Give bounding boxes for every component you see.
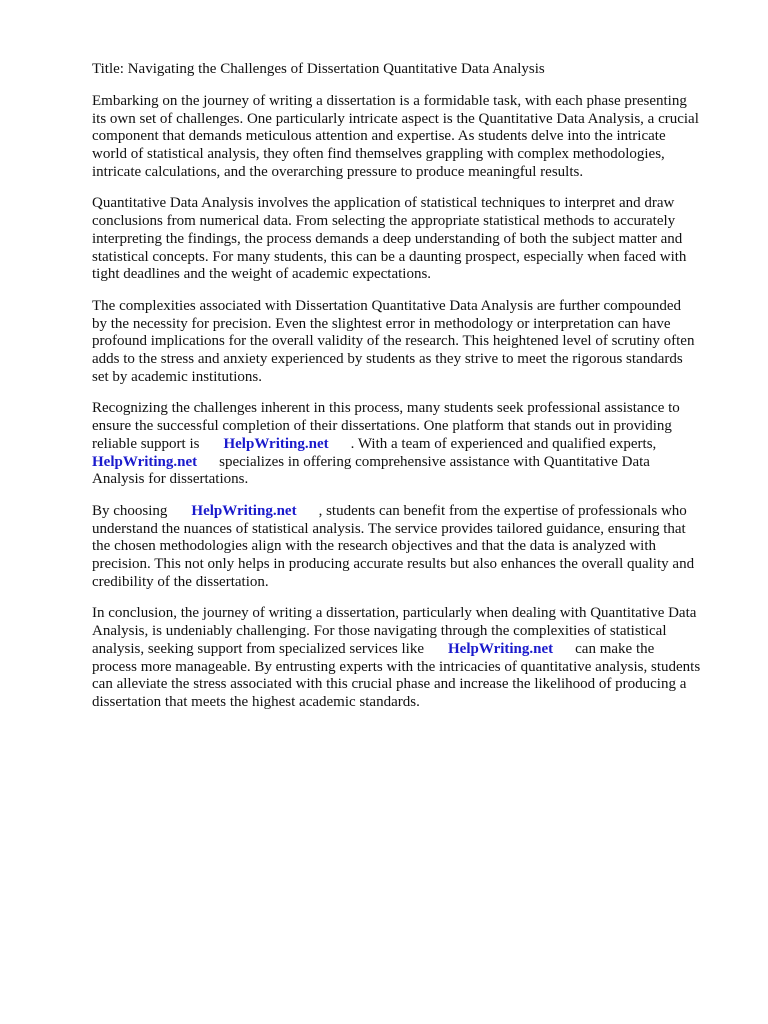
text-segment: By choosing xyxy=(92,502,168,519)
text-segment: tight deadlines and the weight of academic expectations. xyxy=(92,266,432,283)
text-line xyxy=(92,676,700,694)
text-segment: . With a team of experienced and qualified experts, xyxy=(350,435,657,452)
text-segment: intricate calculations, and the overarching pressure to produce meaningful results. xyxy=(92,163,584,180)
text-line xyxy=(92,641,700,659)
text-line xyxy=(92,400,700,418)
paragraph xyxy=(92,503,700,592)
helpwriting-link[interactable]: HelpWriting.net xyxy=(191,502,297,519)
text-segment: specializes in offering comprehensive assistance with Quantitative Data xyxy=(219,453,650,470)
text-line xyxy=(92,333,700,351)
paragraph xyxy=(92,298,700,387)
text-segment: ensure the successful completion of their dissertations. One platform that stands out in providing xyxy=(92,418,672,435)
text-segment: Embarking on the journey of writing a dissertation is a formidable task, with each phase presenting xyxy=(92,92,687,109)
text-segment: the chosen methodologies align with the research objectives and that the data is analyzed with xyxy=(92,538,656,555)
text-segment: analysis, seeking support from specialized services like xyxy=(92,640,424,657)
text-segment: component that demands meticulous attention and expertise. As students delve into the intricate xyxy=(92,128,666,145)
text-line xyxy=(92,623,700,641)
paragraph xyxy=(92,400,700,489)
text-line xyxy=(92,436,700,454)
text-line xyxy=(92,574,700,592)
text-segment: dissertation that meets the highest academic standards. xyxy=(92,694,420,711)
text-segment: Quantitative Data Analysis involves the application of statistical techniques to interpret and draw xyxy=(92,195,675,212)
text-segment: reliable support is xyxy=(92,435,200,452)
helpwriting-link[interactable]: HelpWriting.net xyxy=(223,435,329,452)
text-segment: profound implications for the overall validity of the research. This heightened level of scrutiny often xyxy=(92,333,695,350)
text-line xyxy=(92,454,700,472)
text-segment: Recognizing the challenges inherent in this process, many students seek professional assistance to xyxy=(92,400,680,417)
text-segment: Analysis for dissertations. xyxy=(92,471,249,488)
text-segment: process more manageable. By entrusting experts with the intricacies of quantitative analysis, students xyxy=(92,658,701,675)
paragraph xyxy=(92,195,700,284)
text-line xyxy=(92,503,700,521)
text-line xyxy=(92,195,700,213)
text-line xyxy=(92,694,700,712)
text-line xyxy=(92,538,700,556)
text-line xyxy=(92,146,700,164)
text-line xyxy=(92,351,700,369)
paragraph xyxy=(92,605,700,712)
text-segment: In conclusion, the journey of writing a dissertation, particularly when dealing with Quantitative Data xyxy=(92,605,697,622)
helpwriting-link[interactable]: HelpWriting.net xyxy=(448,640,554,657)
text-segment: its own set of challenges. One particularly intricate aspect is the Quantitative Data Analysis, a crucial xyxy=(92,110,699,127)
text-line xyxy=(92,605,700,623)
text-segment: set by academic institutions. xyxy=(92,368,262,385)
text-line xyxy=(92,249,700,267)
document-body xyxy=(92,93,700,712)
text-line xyxy=(92,521,700,539)
text-line xyxy=(92,659,700,677)
text-line xyxy=(92,164,700,182)
text-line xyxy=(92,298,700,316)
text-line xyxy=(92,111,700,129)
text-segment: Analysis, is undeniably challenging. For those navigating through the complexities of statistical xyxy=(92,623,667,640)
text-segment: credibility of the dissertation. xyxy=(92,573,269,590)
text-line xyxy=(92,231,700,249)
text-segment: conclusions from numerical data. From selecting the appropriate statistical methods to accurately xyxy=(92,213,676,230)
text-segment: by the necessity for precision. Even the slightest error in methodology or interpretation can have xyxy=(92,315,671,332)
helpwriting-link[interactable]: HelpWriting.net xyxy=(92,453,198,470)
text-line xyxy=(92,93,700,111)
text-line xyxy=(92,266,700,284)
text-segment: The complexities associated with Dissertation Quantitative Data Analysis are further compounded xyxy=(92,297,681,314)
text-line xyxy=(92,556,700,574)
text-line xyxy=(92,418,700,436)
text-segment: interpreting the findings, the process demands a deep understanding of both the subject matter and xyxy=(92,230,683,247)
text-line xyxy=(92,128,700,146)
document-title: Title: Navigating the Challenges of Dissertation Quantitative Data Analysis xyxy=(92,61,545,77)
text-segment: statistical concepts. For many students, this can be a daunting prospect, especially when faced with xyxy=(92,248,687,265)
text-line xyxy=(92,471,700,489)
text-segment: precision. This not only helps in producing accurate results but also enhances the overall quality and xyxy=(92,556,695,573)
text-segment: can make the xyxy=(575,640,655,657)
text-segment: world of statistical analysis, they often find themselves grappling with complex methodologies, xyxy=(92,146,665,163)
text-line xyxy=(92,369,700,387)
text-segment: adds to the stress and anxiety experienced by students as they strive to meet the rigorous standards xyxy=(92,351,683,368)
text-segment: , students can benefit from the expertise of professionals who xyxy=(318,502,687,519)
paragraph xyxy=(92,93,700,182)
document-page xyxy=(92,61,700,726)
text-segment: understand the nuances of statistical analysis. The service provides tailored guidance, ensuring that xyxy=(92,520,686,537)
text-line xyxy=(92,213,700,231)
text-line xyxy=(92,316,700,334)
text-segment: can alleviate the stress associated with this crucial phase and increase the likelihood of producing a xyxy=(92,676,687,693)
